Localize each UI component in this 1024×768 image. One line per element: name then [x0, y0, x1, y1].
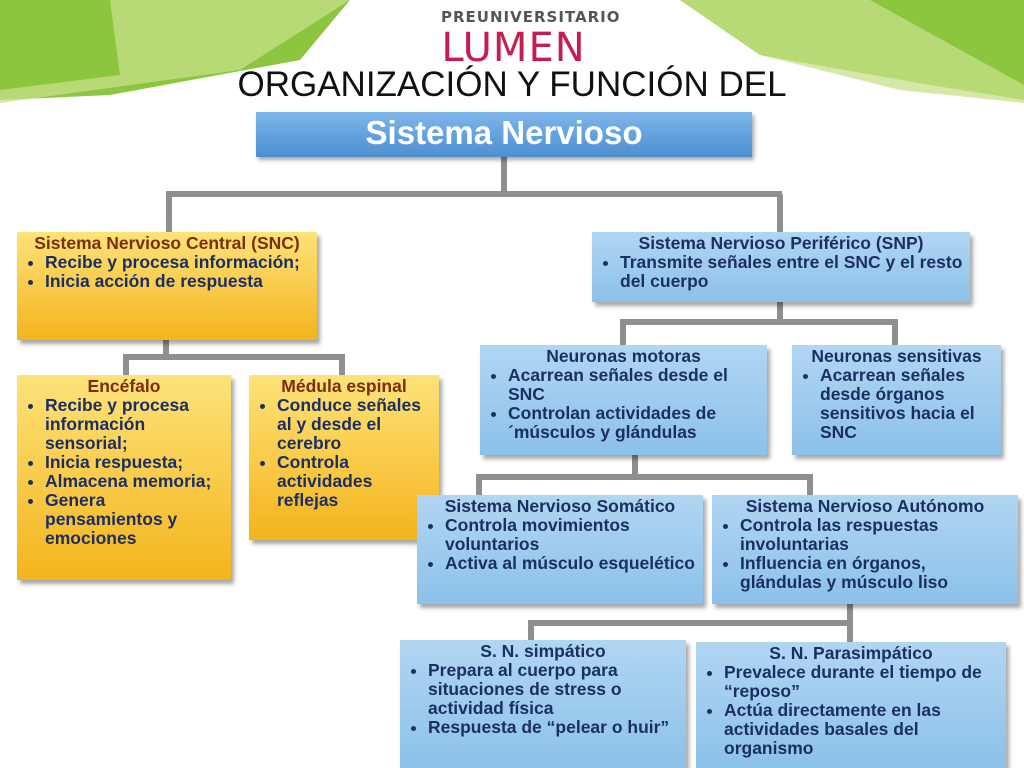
- node-encefalo-item: • Almacena memoria;: [45, 472, 225, 491]
- node-snc: [17, 232, 317, 340]
- node-encefalo-item: • Genera pensamientos y emociones: [45, 491, 225, 548]
- node-simpatico-item: • Respuesta de “pelear o huir”: [428, 718, 680, 737]
- node-snp: [592, 232, 970, 302]
- node-medula-title: Médula espinal: [281, 376, 407, 396]
- logo-main-text: LUMEN: [441, 25, 586, 71]
- node-snc-title: Sistema Nervioso Central (SNC): [34, 233, 300, 253]
- node-simpatico: [400, 640, 686, 768]
- node-medula-item: • Conduce señales al y desde el cerebro: [277, 396, 433, 453]
- node-motoras: [480, 345, 767, 455]
- node-autonomo-title: Sistema Nervioso Autónomo: [745, 496, 985, 516]
- logo-top-text: PREUNIVERSITARIO: [441, 8, 621, 26]
- node-sensitivas-title: Neuronas sensitivas: [811, 346, 982, 366]
- node-encefalo-item: • Recibe y procesa información sensorial;: [45, 396, 225, 453]
- node-snp-title: Sistema Nervioso Periférico (SNP): [638, 233, 924, 253]
- node-parasimpatico-item: • Prevalece durante el tiempo de “reposo”: [724, 663, 1000, 701]
- node-medula: [249, 375, 439, 540]
- node-autonomo-item: • Influencia en órganos, glándulas y músculo liso: [740, 554, 1012, 592]
- node-simpatico-title: S. N. simpático: [480, 641, 606, 661]
- node-medula-item: • Controla actividades reflejas: [277, 453, 433, 510]
- page-title: ORGANIZACIÓN Y FUNCIÓN DEL: [237, 65, 787, 104]
- node-somatico-item: • Activa al músculo esquelético: [445, 554, 697, 573]
- node-snc-item: • Recibe y procesa información;: [45, 253, 311, 272]
- node-encefalo-item: • Inicia respuesta;: [45, 453, 225, 472]
- node-motoras-item: • Acarrean señales desde el SNC: [508, 366, 761, 404]
- node-snp-item: • Transmite señales entre el SNC y el resto del cuerpo: [620, 253, 964, 291]
- node-parasimpatico: [696, 642, 1006, 768]
- node-somatico-title: Sistema Nervioso Somático: [444, 496, 676, 516]
- node-encefalo-title: Encéfalo: [87, 376, 161, 396]
- node-motoras-title: Neuronas motoras: [546, 346, 701, 366]
- node-sensitivas-item: • Acarrean señales desde órganos sensitivos hacia el SNC: [820, 366, 995, 442]
- node-snc-item: • Inicia acción de respuesta: [45, 272, 311, 291]
- node-somatico: [417, 495, 703, 604]
- node-parasimpatico-item: • Actúa directamente en las actividades basales del organismo: [724, 701, 1000, 758]
- node-motoras-item: • Controlan actividades de ´músculos y glándulas: [508, 404, 761, 442]
- node-somatico-item: • Controla movimientos voluntarios: [445, 516, 697, 554]
- node-encefalo: [17, 375, 231, 580]
- node-autonomo-item: • Controla las respuestas involuntarias: [740, 516, 1012, 554]
- node-sensitivas: [792, 345, 1001, 455]
- node-simpatico-item: • Prepara al cuerpo para situaciones de stress o actividad física: [428, 661, 680, 718]
- node-autonomo: [712, 495, 1018, 604]
- root-node: Sistema Nervioso: [256, 112, 752, 157]
- node-parasimpatico-title: S. N. Parasimpático: [769, 643, 933, 663]
